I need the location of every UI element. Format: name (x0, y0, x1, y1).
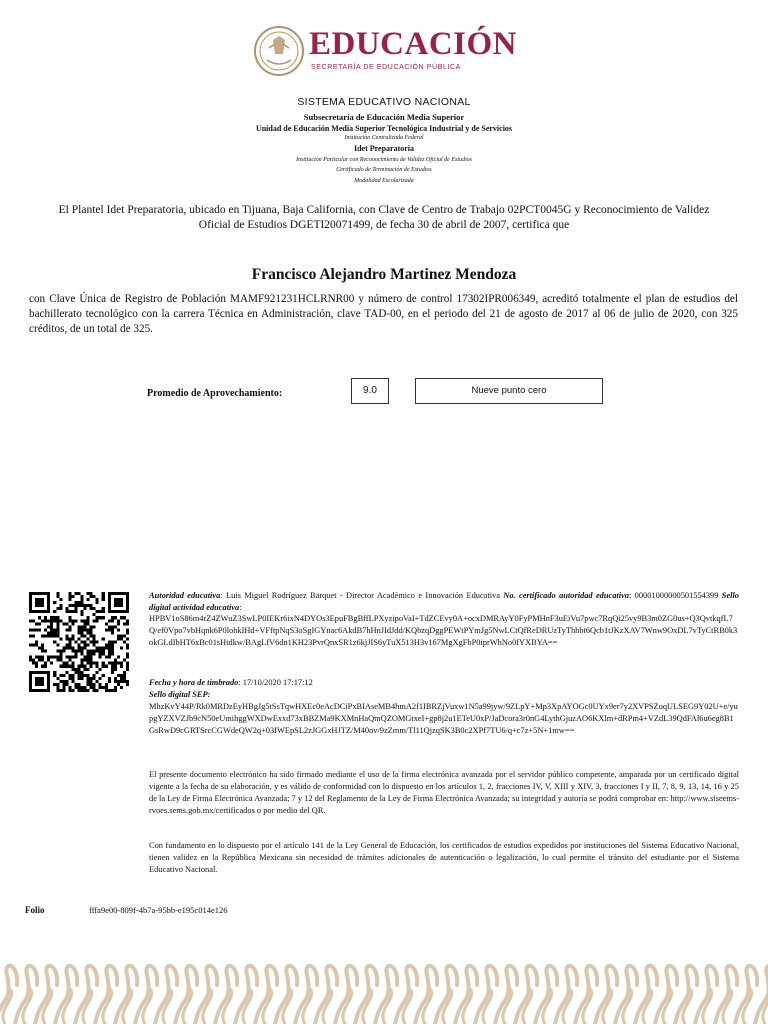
certificado-tipo: Certificado de Terminación de Estudios (336, 167, 432, 173)
system-title: SISTEMA EDUCATIVO NACIONAL (297, 96, 471, 108)
legal-text-validez: Con fundamento en lo dispuesto por el artículo 141 de la Ley General de Educación, los certificados de estudios expedidos por instituciones del Sistema Educativo Nacional, tienen validez en la República Mexicana sin necesidad de trámites adicionales de autenticación o legalización, lo cual permite el tránsito del estudiante por el Sistema Educativo Nacional. (149, 841, 739, 874)
intro-paragraph: El Plantel Idet Preparatoria, ubicado en Tijuana, Baja California, con Clave de Centro de Trabajo 02PCT0045G y Reconocimiento de Validez Oficial de Estudios DGETI20071499, de fecha 30 de abril de 2007, certifica que (58, 204, 710, 231)
mexico-seal-icon (253, 24, 305, 78)
unidad: Unidad de Educación Media Superior Tecnológica Industrial y de Servicios (255, 124, 513, 133)
folio-value: fffa9e00-809f-4b7a-95bb-e195c014e126 (89, 905, 228, 915)
autoridad-block: Autoridad educativa: Luis Miguel Rodríguez Barquet - Director Académico e Innovación Educativa No. certificado autoridad educativa: 00001000000501554399 Sello digital actividad educativa: (149, 591, 739, 612)
autoridad-label: Autoridad educativa (149, 591, 221, 600)
fecha-label: Fecha y hora de timbrado (149, 678, 239, 687)
brand-subtitle: SECRETARÍA DE EDUCACIÓN PÚBLICA (311, 64, 461, 71)
subsecretaria: Subsecretaría de Educación Media Superior (303, 112, 465, 122)
sello-sep-value: MhzKvY44P/Rk0MRDzEyHBgJg5tSsTqwHXEc0eAcDCiPxBIAseMB4hmA2f1IBRZjVuxw1N5a99jyw/9ZLpY+Mp3XpAYOGc0UYx9er7y2XVPSZoqULSEG9Y02U+e/yupgYZXVZJb9cN50eUmihggWXDwExxd73xBBZMa9KXMnHaQmQZOMGtxeI+gp8j2u1ETeU0xP/JaDcora3r0nG4LythGjuzAO6KXlm+dRPm4+VZdL39QdFAl6u6eg8B1GsRwD9cGRTSrcCGWdeQW2q+03IWEpSL2zJGGxHJTZ/M40ov/9zZmm/Tl11QjzqSK3B0c2XPf7TU6/q+c7z+5N+1mw== (149, 702, 738, 735)
legal-text-firma: El presente documento electrónico ha sido firmado mediante el uso de la firma electrónica avanzada por el servidor público competente, amparada por un certificado digital vigente a la fecha de su elaboración, y es válido de conformidad con lo dispuesto en los artículos 1, 2, fracciones IV, V, XIII y XIV, 3, fracciones I y II, 7, 8, 9, 13, 14, 16 y 25 de la Ley de Firma Electrónica Avanzada; 7 y 12 del Reglamento de la Ley de Firma Electrónica Avanzada; su integridad y autoría se podrá comprobar en: http://www.siseems-rvoes.sems.gob.mx/certificados o por medio del QR. (149, 770, 739, 815)
fecha-timbrado (149, 677, 739, 689)
ornament-border (0, 955, 768, 1024)
average-words: Nueve punto cero (415, 378, 603, 404)
reconocimiento: Institución Particular con Reconocimiento de Validez Oficial de Estudios (296, 157, 472, 163)
student-name: Francisco Alejandro Martinez Mendoza (251, 266, 517, 283)
qr-code-icon[interactable] (29, 592, 129, 692)
certificate-body: con Clave Única de Registro de Población MAMF921231HCLRNR00 y número de control 17302IPR006349, acreditó totalmente el plan de estudios del bachillerato tecnológico con la carrera Técnica en Administración, clave TAD-00, en el periodo del 21 de agosto de 2017 al 06 de julio de 2020, con 325 créditos, de un total de 325. (29, 293, 738, 335)
fecha-value: : 17/10/2020 17:17:12 (238, 678, 313, 687)
autoridad-value: : Luis Miguel Rodríguez Barquet - Director Académico e Innovación Educativa (220, 591, 500, 600)
sello-digital-value: HPBV1oS86m4rZ4ZWuZ3SwLP0IEKr6ixN4DYOs3EpuFBgBffLPXyzipoVaI+TdZCEvy0A+ocxDMRAyY0FyPMHnF3uEiVu7pwc7RqQi25vy9B3m0ZG0us+Q3QvtkqfL7Q/ef0Vpo7vbHqnk6P0lohkIHd+VFftpNqS3oSgIGYnac6AkdB7hHnJIdJdd/KQbzqDggPEWtPYmJg5NwLCtQfReDRUzTyThhbt6Qcb1tJKzXAV7Wnw9OxDL7vTyCtRB0k3okGLdIbHT6xBc01sHtdkw/BAgLfV6dn1KH23PvrQnxSR1z6kjJIS6yTuX513H3v167MgXgFbP0iprWhNo0fYXBYA== (149, 614, 738, 647)
brand-title: EDUCACIÓN (309, 26, 518, 62)
no-certificado-value: : 00001000000501554399 (628, 591, 719, 600)
sello-sep-label: Sello digital SEP: (149, 690, 211, 699)
plantel-name: Idet Preparatoria (353, 144, 415, 153)
average-label: Promedio de Aprovechamiento: (147, 388, 283, 399)
modalidad: Modalidad Escolarizada (354, 178, 414, 184)
no-certificado-label: No. certificado autoridad educativa (503, 591, 629, 600)
institucion-tipo: Institución Centralizada Federal (344, 135, 424, 141)
folio-label: Folio (25, 905, 45, 915)
average-value: 9.0 (351, 378, 389, 404)
sello-label: Sello digital actividad educativa (149, 591, 739, 612)
